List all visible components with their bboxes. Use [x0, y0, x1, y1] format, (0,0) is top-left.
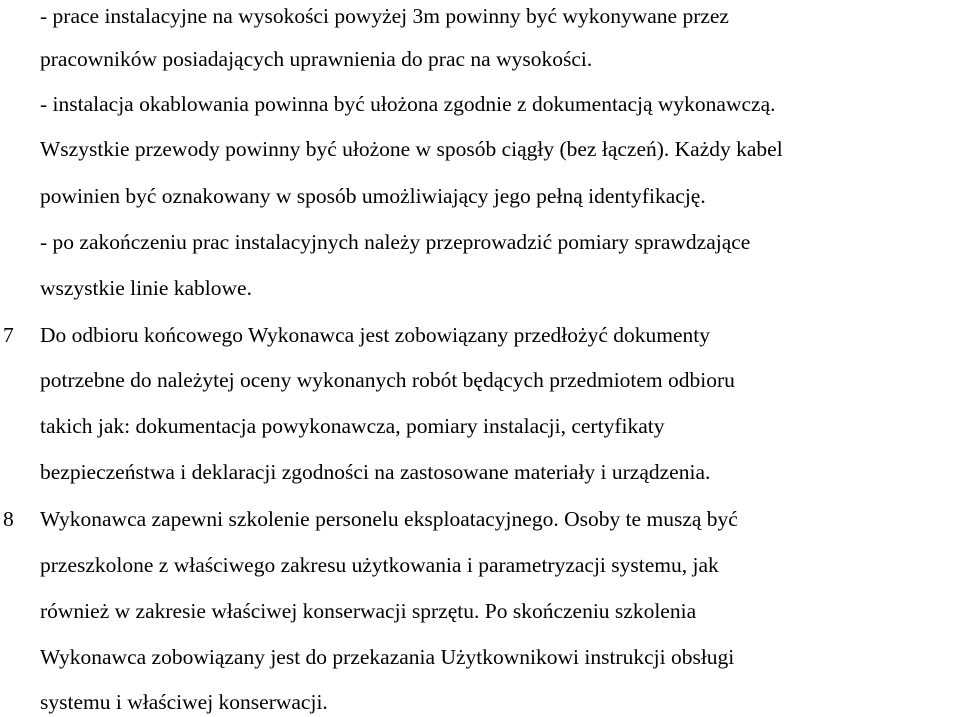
text-line: - po zakończeniu prac instalacyjnych należy przeprowadzić pomiary sprawdzające	[40, 230, 751, 254]
text-line: powinien być oznakowany w sposób umożliwiający jego pełną identyfikację.	[40, 184, 706, 208]
text-line: takich jak: dokumentacja powykonawcza, pomiary instalacji, certyfikaty	[40, 414, 665, 438]
section-number: 8	[3, 507, 14, 531]
text-line: Wykonawca zobowiązany jest do przekazania Użytkownikowi instrukcji obsługi	[40, 645, 735, 669]
text-line: - prace instalacyjne na wysokości powyżej 3m powinny być wykonywane przez	[40, 4, 729, 28]
text-line: Do odbioru końcowego Wykonawca jest zobowiązany przedłożyć dokumenty	[40, 323, 710, 347]
text-line: systemu i właściwej konserwacji.	[40, 690, 328, 714]
text-line: - instalacja okablowania powinna być ułożona zgodnie z dokumentacją wykonawczą.	[40, 92, 776, 116]
text-line: bezpieczeństwa i deklaracji zgodności na zastosowane materiały i urządzenia.	[40, 460, 711, 484]
text-line: wszystkie linie kablowe.	[40, 276, 252, 300]
text-line: pracowników posiadających uprawnienia do prac na wysokości.	[40, 47, 593, 71]
text-line: Wykonawca zapewni szkolenie personelu eksploatacyjnego. Osoby te muszą być	[40, 507, 738, 531]
text-line: również w zakresie właściwej konserwacji sprzętu. Po skończeniu szkolenia	[40, 599, 697, 623]
text-line: Wszystkie przewody powinny być ułożone w sposób ciągły (bez łączeń). Każdy kabel	[40, 137, 783, 161]
text-line: potrzebne do należytej oceny wykonanych robót będących przedmiotem odbioru	[40, 368, 735, 392]
text-line: przeszkolone z właściwego zakresu użytkowania i parametryzacji systemu, jak	[40, 553, 719, 577]
section-number: 7	[3, 323, 14, 347]
